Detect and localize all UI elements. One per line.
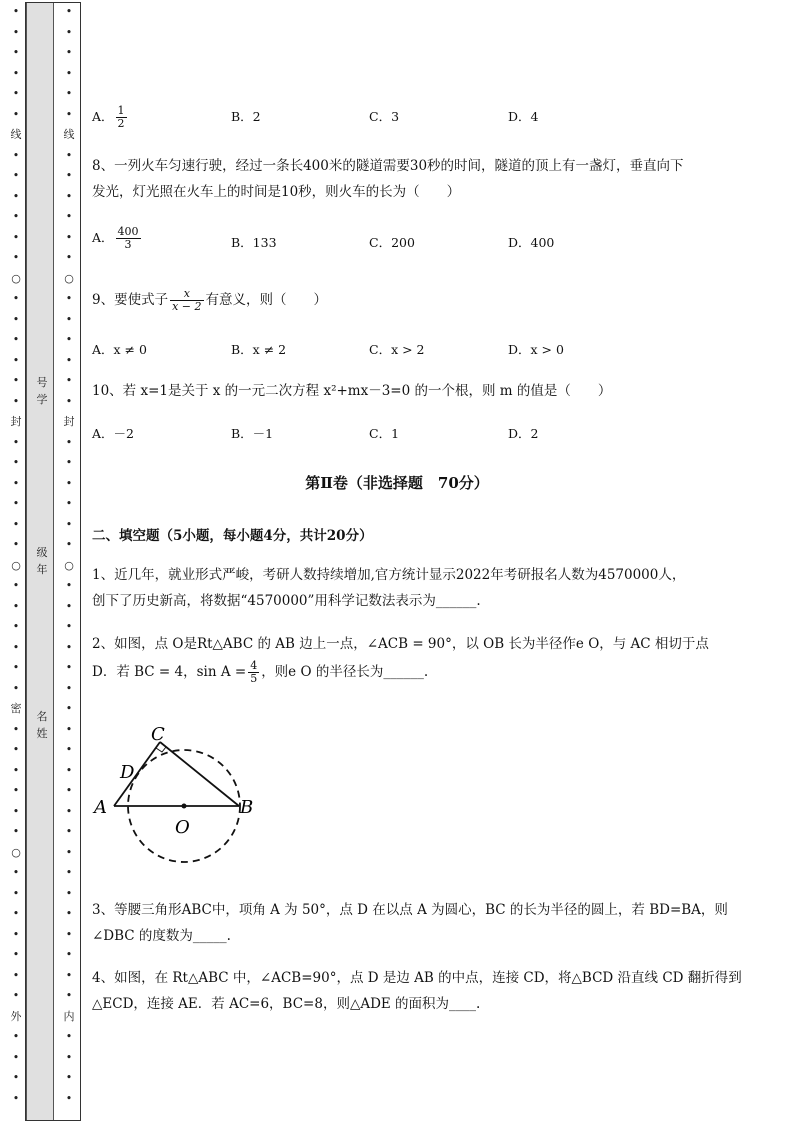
seal-dot: • <box>65 743 73 756</box>
q7-option-a <box>92 105 129 130</box>
fraction-numerator: 1 <box>117 104 125 117</box>
seal-dot: • <box>12 292 20 305</box>
seal-dot: • <box>12 927 20 941</box>
q9-option-d: D．x > 0 <box>508 342 564 357</box>
seal-mark: ○ <box>11 845 21 859</box>
student-number-label: 号学 <box>36 376 48 406</box>
seal-dot: • <box>12 968 20 982</box>
seal-dot: • <box>65 1091 73 1105</box>
seal-dot: • <box>65 210 73 223</box>
seal-dot: • <box>12 333 20 346</box>
fraction <box>116 226 141 251</box>
seal-mark: 线 <box>63 128 75 141</box>
seal-dot: • <box>12 497 20 510</box>
seal-dot: • <box>65 333 73 346</box>
seal-dot: • <box>12 46 20 59</box>
f4-stem-line1: 4、如图，在 Rt△ABC 中，∠ACB=90°，点 D 是边 AB 的中点，连接 CD，将△BCD 沿直线 CD 翻折得到 <box>92 970 742 986</box>
seal-dot: • <box>12 435 20 449</box>
seal-mark: ○ <box>11 271 21 285</box>
q10-option-b: B．－1 <box>231 426 274 441</box>
f2-stem-line2 <box>92 660 428 685</box>
left-seal-line <box>9 2 23 1109</box>
seal-dot: • <box>12 1091 20 1105</box>
seal-dot: • <box>12 620 20 633</box>
seal-dot: • <box>12 394 20 408</box>
seal-dot: • <box>65 1030 73 1043</box>
q9-option-c: C．x > 2 <box>369 342 425 357</box>
seal-dot: • <box>12 825 20 838</box>
seal-dot: • <box>12 169 20 182</box>
q7-option-c: C．3 <box>369 109 400 124</box>
seal-dot: • <box>12 763 20 777</box>
seal-dot: • <box>65 107 73 121</box>
seal-dot: • <box>65 804 73 818</box>
f2-text-after: ，则e O 的半径长为______. <box>261 664 429 680</box>
seal-dot: • <box>12 1050 20 1064</box>
seal-dot: • <box>65 599 73 613</box>
seal-dot: • <box>12 804 20 818</box>
q8-option-c: C．200 <box>369 235 415 250</box>
q9-stem <box>92 288 327 313</box>
seal-mark: 内 <box>63 1009 75 1023</box>
seal-dot: • <box>65 886 73 900</box>
section-title: 二、填空题（5小题，每小题4分，共计20分） <box>92 528 373 544</box>
right-seal-line <box>62 2 76 1109</box>
seal-dot: • <box>65 1050 73 1064</box>
seal-dot: • <box>12 989 20 1002</box>
seal-dot: • <box>12 907 20 920</box>
q10-option-a: A．－2 <box>92 426 134 441</box>
seal-dot: • <box>12 722 20 736</box>
option-label: A． <box>92 109 114 124</box>
seal-dot: • <box>12 476 20 490</box>
seal-dot: • <box>65 435 73 449</box>
seal-dot: • <box>12 784 20 797</box>
q10-option-d: D．2 <box>508 426 539 441</box>
seal-dot: • <box>12 230 20 244</box>
seal-dot: • <box>65 640 73 654</box>
seal-dot: • <box>65 763 73 777</box>
seal-dot: • <box>65 456 73 469</box>
right-angle-mark <box>156 747 166 752</box>
seal-dot: • <box>12 743 20 756</box>
label-a: A <box>94 797 107 818</box>
seal-dot: • <box>65 866 73 879</box>
seal-dot: • <box>12 866 20 879</box>
seal-dot: • <box>65 722 73 736</box>
seal-dot: • <box>65 374 73 387</box>
seal-dot: • <box>65 312 73 326</box>
option-label: A． <box>92 230 114 245</box>
fraction-denominator: 2 <box>117 117 125 130</box>
f1-stem-line1: 1、近几年，就业形式严峻，考研人数持续增加,官方统计显示2022年考研报名人数为4570000人， <box>92 567 686 583</box>
q9-text-after: 有意义，则（ ） <box>205 292 328 308</box>
label-c: C <box>151 724 165 745</box>
seal-dot: • <box>12 107 20 121</box>
seal-dot: • <box>12 517 20 531</box>
seal-dot: • <box>65 681 73 695</box>
fraction <box>170 288 203 313</box>
seal-dot: • <box>12 210 20 223</box>
label-d: D <box>120 762 135 783</box>
q9-option-a: A．x ≠ 0 <box>92 342 147 357</box>
seal-mark: ○ <box>11 558 21 572</box>
seal-dot: • <box>12 312 20 326</box>
seal-dot: • <box>12 353 20 367</box>
seal-dot: • <box>12 661 20 674</box>
seal-dot: • <box>12 538 20 551</box>
seal-mark: 密 <box>10 702 22 715</box>
seal-mark: ○ <box>64 558 74 572</box>
fraction-denominator: x − 2 <box>172 300 202 313</box>
fraction-numerator: 400 <box>117 225 139 238</box>
seal-dot: • <box>12 681 20 695</box>
seal-dot: • <box>65 66 73 80</box>
seal-dot: • <box>65 497 73 510</box>
fraction-numerator: x <box>170 288 203 301</box>
label-o: O <box>175 817 190 838</box>
seal-dot: • <box>12 1071 20 1084</box>
seal-dot: • <box>65 87 73 100</box>
fraction-denominator: 3 <box>124 238 132 251</box>
margin-bottom-border <box>25 1120 81 1121</box>
seal-mark: 封 <box>63 415 75 428</box>
f3-stem-line1: 3、等腰三角形ABC中，项角 A 为 50°，点 D 在以点 A 为圆心，BC 的长为半径的圆上，若 BD=BA，则 <box>92 902 728 918</box>
q8-option-b: B．133 <box>231 235 277 250</box>
seal-dot: • <box>65 825 73 838</box>
seal-dot: • <box>65 927 73 941</box>
seal-dot: • <box>12 1030 20 1043</box>
q10-stem: 10、若 x=1是关于 x 的一元二次方程 x²+mx－3=0 的一个根，则 m 的值是（ ） <box>92 383 612 399</box>
seal-dot: • <box>65 230 73 244</box>
seal-dot: • <box>65 620 73 633</box>
seal-dot: • <box>65 25 73 39</box>
margin-right-border <box>80 3 81 1121</box>
seal-dot: • <box>65 1071 73 1084</box>
seal-dot: • <box>12 640 20 654</box>
seal-dot: • <box>12 87 20 100</box>
seal-dot: • <box>12 25 20 39</box>
seal-dot: • <box>12 5 20 18</box>
seal-dot: • <box>65 989 73 1002</box>
seal-dot: • <box>12 579 20 592</box>
q8-option-a <box>92 226 143 251</box>
seal-dot: • <box>65 251 73 264</box>
fraction-numerator: 4 <box>250 659 258 672</box>
seal-mark: ○ <box>64 271 74 285</box>
seal-dot: • <box>65 292 73 305</box>
seal-dot: • <box>12 886 20 900</box>
f4-stem-line2: △ECD，连接 AE．若 AC=6，BC=8，则△ADE 的面积为____. <box>92 996 481 1012</box>
seal-dot: • <box>65 169 73 182</box>
f2-stem-line1: 2、如图，点 O是Rt△ABC 的 AB 边上一点，∠ACB = 90°，以 OB 长为半径作e O，与 AC 相切于点 <box>92 636 709 652</box>
seal-mark: 线 <box>10 128 22 141</box>
f3-stem-line2: ∠DBC 的度数为_____. <box>92 928 231 944</box>
seal-dot: • <box>65 189 73 203</box>
q9-text-before: 9、要使式子 <box>92 292 169 308</box>
seal-dot: • <box>65 353 73 367</box>
label-b: B <box>240 797 254 818</box>
name-label: 名姓 <box>36 710 48 740</box>
seal-dot: • <box>65 968 73 982</box>
seal-dot: • <box>65 538 73 551</box>
center-point <box>182 804 187 809</box>
seal-dot: • <box>12 599 20 613</box>
q7-option-d: D．4 <box>508 109 539 124</box>
q8-stem-line1: 8、一列火车匀速行驶，经过一条长400米的隧道需要30秒的时间，隧道的顶上有一盏灯，垂直向下 <box>92 158 684 174</box>
f1-stem-line2: 创下了历史新高，将数据“4570000”用科学记数法表示为______. <box>92 593 481 609</box>
f2-text-before: D．若 BC = 4，sin A = <box>92 664 247 680</box>
q9-option-b: B．x ≠ 2 <box>231 342 287 357</box>
seal-dot: • <box>12 456 20 469</box>
fraction-denominator: 5 <box>250 672 258 685</box>
q7-option-b: B．2 <box>231 109 261 124</box>
seal-dot: • <box>12 189 20 203</box>
seal-dot: • <box>65 845 73 859</box>
grade-label: 级年 <box>36 546 48 576</box>
seal-dot: • <box>12 66 20 80</box>
seal-dot: • <box>65 476 73 490</box>
fraction <box>248 660 259 685</box>
seal-dot: • <box>12 148 20 162</box>
geometry-figure <box>88 716 268 871</box>
seal-dot: • <box>65 148 73 162</box>
seal-dot: • <box>65 784 73 797</box>
fraction <box>116 105 127 130</box>
seal-dot: • <box>65 661 73 674</box>
seal-dot: • <box>65 948 73 961</box>
seal-dot: • <box>12 948 20 961</box>
seal-dot: • <box>65 907 73 920</box>
seal-mark: 封 <box>10 415 22 428</box>
seal-dot: • <box>65 394 73 408</box>
q8-option-d: D．400 <box>508 235 555 250</box>
seal-dot: • <box>12 251 20 264</box>
seal-mark: 外 <box>10 1009 22 1023</box>
part-two-title: 第Ⅱ卷（非选择题 70分） <box>305 474 489 492</box>
seal-dot: • <box>65 517 73 531</box>
seal-dot: • <box>65 702 73 715</box>
q10-option-c: C．1 <box>369 426 400 441</box>
seal-dot: • <box>65 579 73 592</box>
seal-dot: • <box>12 374 20 387</box>
seal-dot: • <box>65 5 73 18</box>
q8-stem-line2: 发光，灯光照在火车上的时间是10秒，则火车的长为（ ） <box>92 184 461 200</box>
seal-dot: • <box>65 46 73 59</box>
